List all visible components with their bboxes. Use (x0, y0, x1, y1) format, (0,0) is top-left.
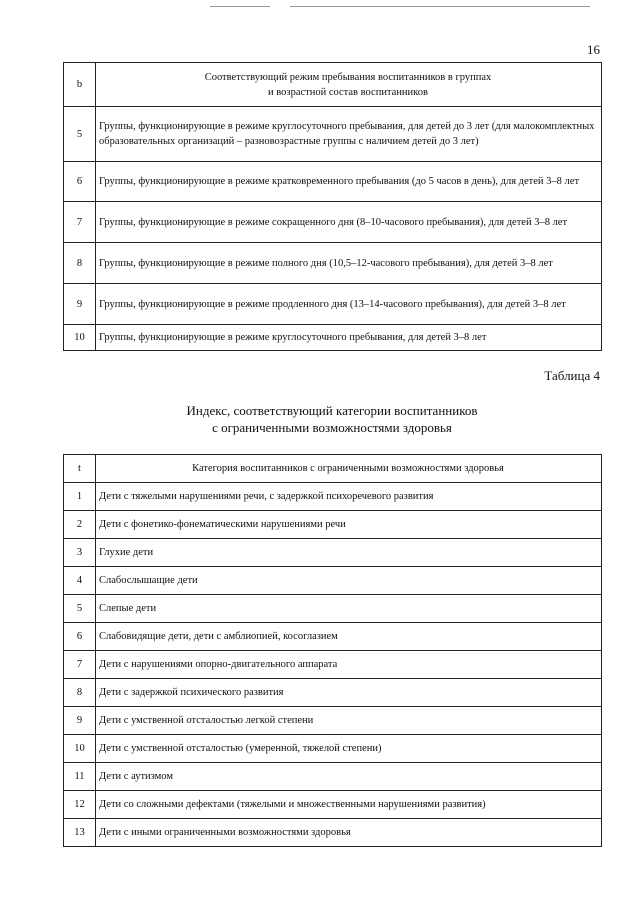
table-4-title-line-2: с ограниченными возможностями здоровья (212, 420, 452, 435)
table-row (64, 623, 602, 651)
table-row (64, 595, 602, 623)
page-number: 16 (587, 42, 600, 57)
row-index: 7 (64, 651, 96, 679)
table-row (64, 539, 602, 567)
header-category-line-1: Соответствующий режим пребывания воспитанников в группах (204, 71, 492, 83)
row-index: 9 (64, 707, 96, 735)
row-index: 6 (64, 623, 96, 651)
row-text: Группы, функционирующие в режиме сокращенного дня (8–10-часового пребывания), для детей 3–8 лет (96, 202, 602, 243)
header-category-line-2: и возрастной состав воспитанников (268, 86, 428, 98)
row-text: Группы, функционирующие в режиме полного дня (10,5–12-часового пребывания), для детей 3–8 лет (96, 243, 602, 284)
row-index: 6 (64, 162, 96, 202)
table-row (64, 819, 602, 847)
table-4-disability-category (63, 454, 602, 847)
row-index: 9 (64, 284, 96, 325)
table-row (64, 511, 602, 539)
table-row (64, 325, 602, 351)
row-index: 13 (64, 819, 96, 847)
header-index-cell: t (64, 455, 96, 483)
header-index-cell: b (64, 63, 96, 107)
row-index: 12 (64, 791, 96, 819)
row-text: Слабослышащие дети (96, 567, 602, 595)
table-4-title (63, 402, 601, 436)
row-index: 1 (64, 483, 96, 511)
row-text: Дети с тяжелыми нарушениями речи, с задержкой психоречевого развития (96, 483, 602, 511)
table-row (64, 162, 602, 202)
row-text: Группы, функционирующие в режиме кратковременного пребывания (до 5 часов в день), для детей 3–8 лет (96, 162, 602, 202)
row-text: Дети с задержкой психического развития (96, 679, 602, 707)
header-category-cell: Категория воспитанников с ограниченными возможностями здоровья (96, 455, 602, 483)
table-3-stay-mode (63, 62, 602, 351)
table-row (64, 763, 602, 791)
row-index: 7 (64, 202, 96, 243)
table-row (64, 243, 602, 284)
table-header-row (64, 63, 602, 107)
row-text: Дети с аутизмом (96, 763, 602, 791)
scan-artifact-line (210, 6, 270, 7)
row-index: 5 (64, 107, 96, 162)
row-text: Слепые дети (96, 595, 602, 623)
row-text: Дети с иными ограниченными возможностями здоровья (96, 819, 602, 847)
scan-artifact-line (290, 6, 590, 7)
row-text: Слабовидящие дети, дети с амблиопией, косоглазием (96, 623, 602, 651)
row-index: 5 (64, 595, 96, 623)
table-row (64, 679, 602, 707)
table-row (64, 651, 602, 679)
row-index: 8 (64, 679, 96, 707)
row-index: 10 (64, 325, 96, 351)
table-row (64, 735, 602, 763)
row-text: Дети с умственной отсталостью (умеренной, тяжелой степени) (96, 735, 602, 763)
table-row (64, 483, 602, 511)
table-row (64, 791, 602, 819)
row-text: Дети со сложными дефектами (тяжелыми и множественными нарушениями развития) (96, 791, 602, 819)
row-index: 3 (64, 539, 96, 567)
row-text: Группы, функционирующие в режиме круглосуточного пребывания, для детей до 3 лет (для малокомплектных образовательных организаций – разновозрастные группы с наличием детей до 3 лет) (96, 107, 602, 162)
row-index: 11 (64, 763, 96, 791)
table-header-row (64, 455, 602, 483)
table-row (64, 707, 602, 735)
table-4-label: Таблица 4 (544, 368, 600, 383)
row-index: 10 (64, 735, 96, 763)
header-category-cell (96, 63, 602, 107)
row-text: Глухие дети (96, 539, 602, 567)
table-row (64, 107, 602, 162)
row-text: Группы, функционирующие в режиме продленного дня (13–14-часового пребывания), для детей 3–8 лет (96, 284, 602, 325)
row-index: 8 (64, 243, 96, 284)
row-index: 2 (64, 511, 96, 539)
row-text: Дети с фонетико-фонематическими нарушениями речи (96, 511, 602, 539)
table-4-title-line-1: Индекс, соответствующий категории воспитанников (186, 403, 478, 418)
row-text: Дети с умственной отсталостью легкой степени (96, 707, 602, 735)
table-row (64, 202, 602, 243)
row-text: Группы, функционирующие в режиме круглосуточного пребывания, для детей 3–8 лет (96, 325, 602, 351)
row-text: Дети с нарушениями опорно-двигательного аппарата (96, 651, 602, 679)
table-row (64, 284, 602, 325)
table-row (64, 567, 602, 595)
row-index: 4 (64, 567, 96, 595)
